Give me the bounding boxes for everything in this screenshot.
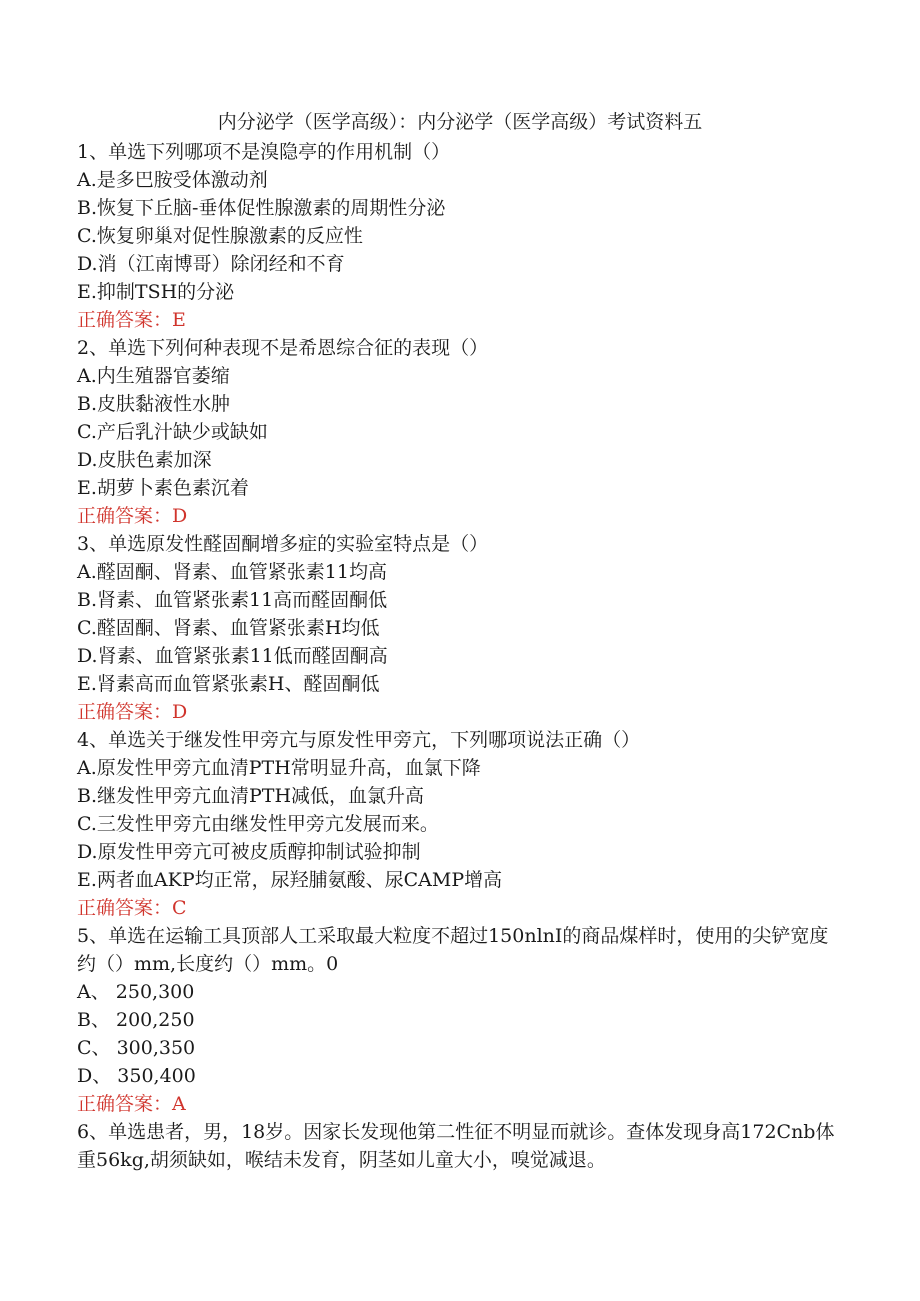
option-d: D.原发性甲旁亢可被皮质醇抑制试验抑制 <box>77 841 421 863</box>
option-c: C.醛固酮、肾素、血管紧张素H均低 <box>77 617 380 639</box>
option-a: A、 250,300 <box>77 981 195 1003</box>
correct-answer <box>77 502 837 530</box>
question-block <box>77 334 837 530</box>
correct-answer <box>77 306 837 334</box>
question-stem: 1、单选下列哪项不是溴隐亭的作用机制（） <box>77 141 451 163</box>
option-b: B.皮肤黏液性水肿 <box>77 393 231 415</box>
answer-value: D <box>172 701 188 723</box>
option-c: C.恢复卵巢对促性腺激素的反应性 <box>77 225 363 247</box>
answer-value: D <box>172 505 188 527</box>
option-b: B.肾素、血管紧张素11高而醛固酮低 <box>77 589 388 611</box>
option-d: D.肾素、血管紧张素11低而醛固酮高 <box>77 645 388 667</box>
option-a: A.是多巴胺受体激动剂 <box>77 169 268 191</box>
question-block <box>77 1118 837 1174</box>
question-stem: 6、单选患者，男，18岁。因家长发现他第二性征不明显而就诊。查体发现身高172Cnb体重56kg,胡须缺如，喉结未发育，阴茎如儿童大小，嗅觉减退。 <box>77 1121 835 1171</box>
option-a: A.内生殖器官萎缩 <box>77 365 230 387</box>
correct-answer <box>77 698 837 726</box>
option-d: D.皮肤色素加深 <box>77 449 212 471</box>
answer-label: 正确答案： <box>77 309 173 331</box>
answer-value: E <box>172 309 186 331</box>
question-block <box>77 138 837 334</box>
answer-label: 正确答案： <box>77 701 173 723</box>
option-b: B、 200,250 <box>77 1009 195 1031</box>
question-block <box>77 922 837 1118</box>
option-a: A.原发性甲旁亢血清PTH常明显升高，血氯下降 <box>77 757 481 779</box>
correct-answer <box>77 894 837 922</box>
answer-label: 正确答案： <box>77 897 173 919</box>
option-a: A.醛固酮、肾素、血管紧张素11均高 <box>77 561 387 583</box>
option-e: E.抑制TSH的分泌 <box>77 281 235 303</box>
question-stem: 5、单选在运输工具顶部人工采取最大粒度不超过150nlnI的商品煤样时，使用的尖铲宽度约（）mm,长度约（）mm。0 <box>77 925 829 975</box>
option-b: B.恢复下丘脑-垂体促性腺激素的周期性分泌 <box>77 197 446 219</box>
option-c: C.三发性甲旁亢由继发性甲旁亢发展而来。 <box>77 813 439 835</box>
question-block <box>77 530 837 726</box>
question-stem: 4、单选关于继发性甲旁亢与原发性甲旁亢，下列哪项说法正确（） <box>77 729 641 751</box>
option-d: D、 350,400 <box>77 1065 196 1087</box>
option-b: B.继发性甲旁亢血清PTH减低，血氯升高 <box>77 785 425 807</box>
option-c: C.产后乳汁缺少或缺如 <box>77 421 268 443</box>
answer-label: 正确答案： <box>77 505 173 527</box>
answer-label: 正确答案： <box>77 1093 173 1115</box>
option-c: C、 300,350 <box>77 1037 196 1059</box>
document-title: 内分泌学（医学高级）：内分泌学（医学高级）考试资料五 <box>217 111 703 133</box>
option-e: E.两者血AKP均正常，尿羟脯氨酸、尿CAMP增高 <box>77 869 503 891</box>
question-stem: 2、单选下列何种表现不是希恩综合征的表现（） <box>77 337 489 359</box>
answer-value: C <box>172 897 187 919</box>
option-e: E.肾素高而血管紧张素H、醛固酮低 <box>77 673 380 695</box>
question-block <box>77 726 837 922</box>
question-stem: 3、单选原发性醛固酮增多症的实验室特点是（） <box>77 533 489 555</box>
option-e: E.胡萝卜素色素沉着 <box>77 477 249 499</box>
question-list <box>77 138 837 1174</box>
correct-answer <box>77 1090 837 1118</box>
option-d: D.消（江南博哥）除闭经和不育 <box>77 253 345 275</box>
answer-value: A <box>172 1093 186 1115</box>
